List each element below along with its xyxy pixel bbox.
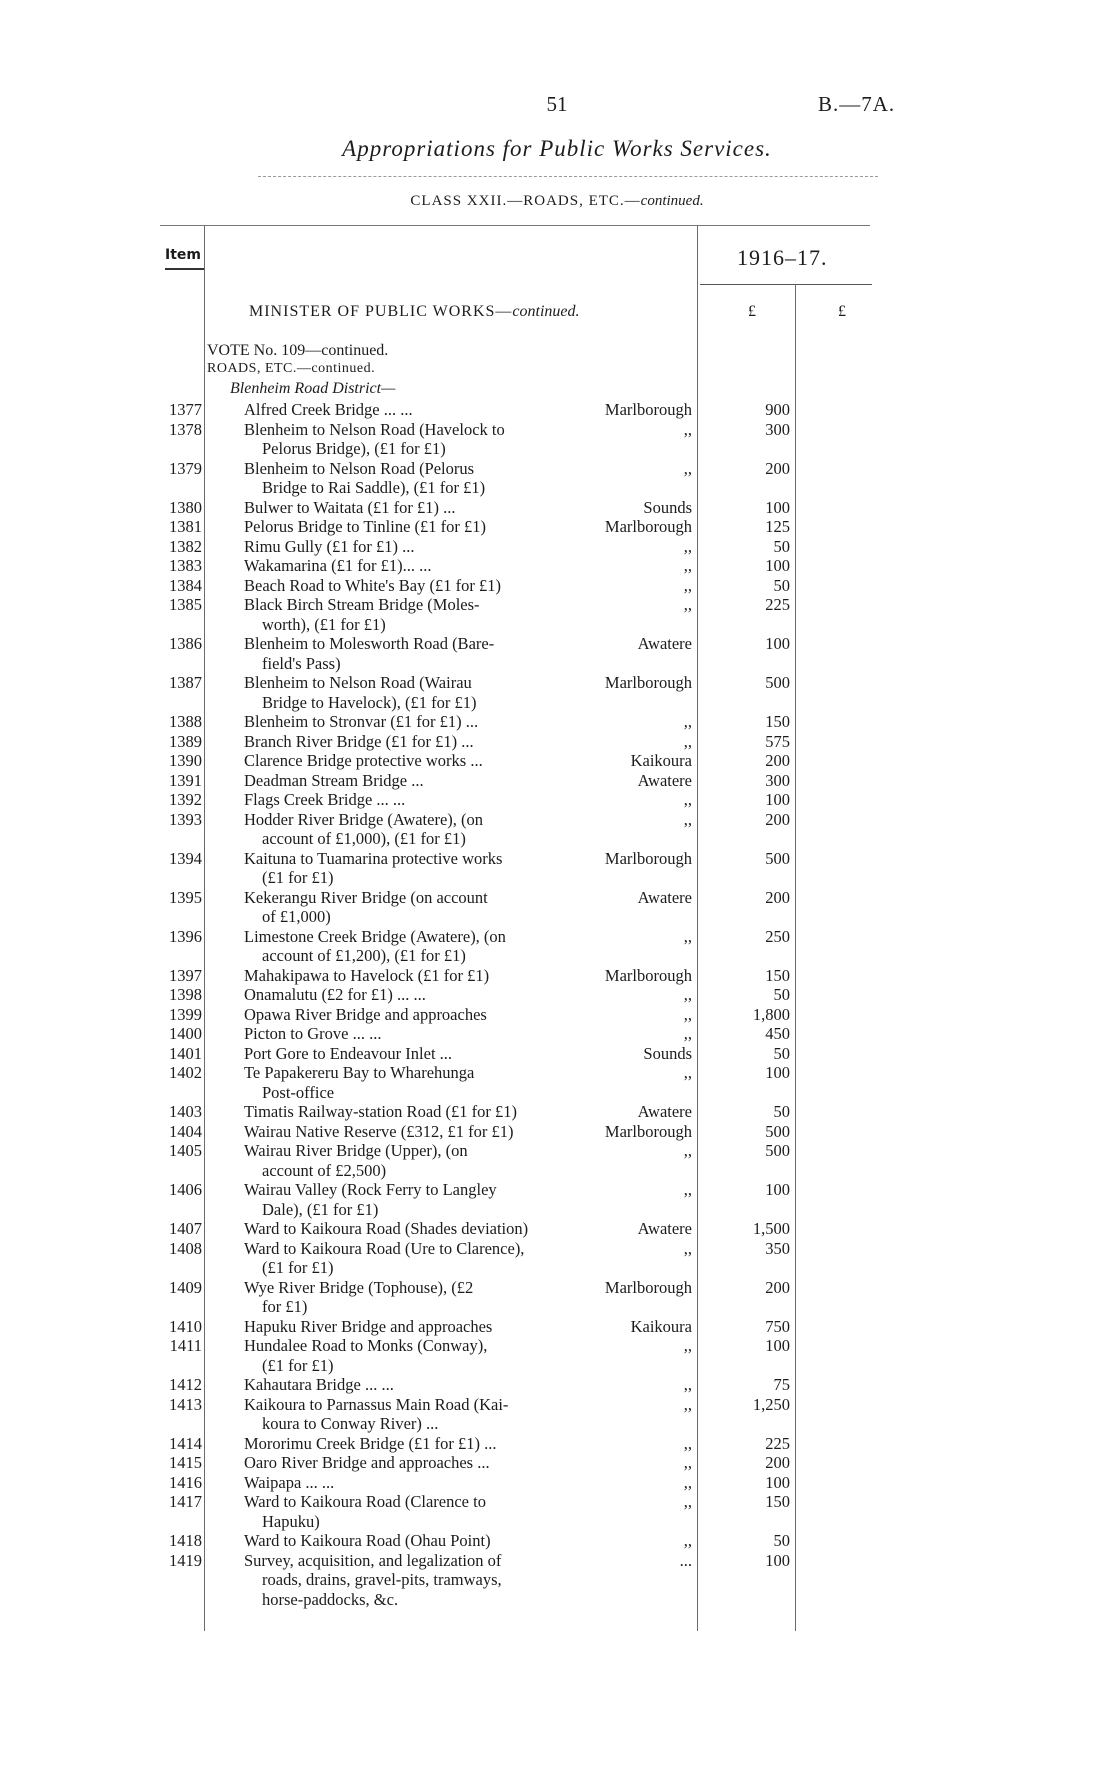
item-description <box>244 1278 572 1317</box>
amount-value: 500 <box>765 1141 790 1160</box>
item-description <box>244 849 572 888</box>
description-line: Ward to Kaikoura Road (Ure to Clarence), <box>244 1238 525 1258</box>
district-name: ,, <box>683 458 692 478</box>
item-number: 1382 <box>169 536 202 556</box>
amount-column-divider <box>795 284 796 1631</box>
item-number: 1395 <box>169 887 202 907</box>
item-number: 1399 <box>169 1004 202 1024</box>
district-name: ,, <box>683 1472 692 1492</box>
district-name: Sounds <box>643 1043 692 1063</box>
description-line: Blenheim to Nelson Road (Wairau <box>244 673 472 692</box>
description-line: Bridge to Havelock), (£1 for £1) <box>262 692 477 712</box>
description-line: Kekerangu River Bridge (on account <box>244 887 488 907</box>
item-description <box>244 673 572 712</box>
roads-heading: ROADS, ETC.—continued. <box>207 361 376 376</box>
item-number: 1390 <box>169 751 202 770</box>
item-number: 1403 <box>169 1102 202 1121</box>
item-number: 1378 <box>169 419 202 439</box>
item-description <box>244 400 572 420</box>
class-heading-continued: continued. <box>640 193 704 209</box>
item-description <box>244 966 572 986</box>
description-line: roads, drains, gravel-pits, tramways, <box>262 1570 502 1589</box>
amount-value: 1,500 <box>752 1219 790 1238</box>
description-line: Bridge to Rai Saddle), (£1 for £1) <box>262 478 486 497</box>
item-number: 1413 <box>169 1394 202 1414</box>
item-description <box>244 1024 572 1044</box>
amount-value: 225 <box>765 595 790 614</box>
amount-value: 1,800 <box>752 1004 790 1024</box>
amount-value: 100 <box>765 634 790 653</box>
district-name: ,, <box>683 1433 692 1453</box>
description-line: Hapuku River Bridge and approaches <box>244 1316 493 1336</box>
description-line: Opawa River Bridge and approaches <box>244 1004 487 1024</box>
item-number: 1394 <box>169 848 202 868</box>
item-description <box>244 1531 572 1551</box>
description-line: Mahakipawa to Havelock (£1 for £1) <box>244 965 490 985</box>
description-line: Alfred Creek Bridge ... ... <box>244 400 413 419</box>
item-number: 1410 <box>169 1316 202 1336</box>
description-line: Waipapa ... ... <box>244 1472 335 1492</box>
district-name: ,, <box>683 1492 692 1511</box>
amount-value: 150 <box>765 1492 790 1511</box>
item-description <box>244 1434 572 1454</box>
description-line: Rimu Gully (£1 for £1) ... <box>244 536 415 556</box>
description-line: Dale), (£1 for £1) <box>262 1199 379 1219</box>
amount-value: 575 <box>765 731 790 751</box>
item-number: 1414 <box>169 1433 202 1453</box>
district-name: Marlborough <box>604 965 692 985</box>
description-line: Wakamarina (£1 for £1)... ... <box>244 556 432 575</box>
amount-value: 300 <box>765 770 790 790</box>
description-line: Timatis Railway-station Road (£1 for £1) <box>244 1102 517 1121</box>
description-line: Hundalee Road to Monks (Conway), <box>244 1336 488 1355</box>
district-name: Awatere <box>637 770 692 790</box>
item-number: 1398 <box>169 985 202 1004</box>
amount-value: 1,250 <box>752 1394 790 1414</box>
item-number: 1383 <box>169 556 202 575</box>
description-line: Flags Creek Bridge ... ... <box>244 790 406 809</box>
item-description <box>244 790 572 810</box>
item-description <box>244 1375 572 1395</box>
item-number: 1419 <box>169 1550 202 1570</box>
description-line: koura to Conway River) ... <box>262 1414 439 1433</box>
item-description <box>244 927 572 966</box>
item-description <box>244 634 572 673</box>
district-name: ,, <box>683 731 692 751</box>
minister-heading <box>249 303 580 321</box>
item-description <box>244 1453 572 1473</box>
district-name: ,, <box>683 1336 692 1355</box>
year-column-header: 1916–17. <box>737 245 828 270</box>
title-divider <box>258 176 878 177</box>
item-description <box>244 1317 572 1337</box>
item-description <box>244 1141 572 1180</box>
amount-value: 200 <box>765 809 790 829</box>
item-description <box>244 1336 572 1375</box>
item-number: 1393 <box>169 809 202 829</box>
district-name: ,, <box>683 1375 692 1394</box>
item-number: 1409 <box>169 1277 202 1297</box>
item-number: 1389 <box>169 731 202 751</box>
amount-value: 200 <box>765 1453 790 1472</box>
description-line: Ward to Kaikoura Road (Clarence to <box>244 1492 486 1511</box>
item-number: 1404 <box>169 1121 202 1141</box>
item-description <box>244 537 572 557</box>
amount-value: 100 <box>765 1336 790 1355</box>
item-number: 1385 <box>169 595 202 614</box>
description-line: (£1 for £1) <box>262 868 334 887</box>
item-description <box>244 459 572 498</box>
item-number: 1391 <box>169 770 202 790</box>
item-number: 1397 <box>169 965 202 985</box>
amount-value: 50 <box>773 575 790 595</box>
item-description <box>244 1239 572 1278</box>
district-name: ,, <box>683 926 692 946</box>
district-name: ,, <box>683 809 692 829</box>
amount-value: 75 <box>773 1375 790 1394</box>
district-name: ,, <box>683 1063 692 1082</box>
item-description <box>244 498 572 518</box>
minister-heading-continued: continued. <box>512 303 580 320</box>
item-number: 1402 <box>169 1063 202 1082</box>
amount-value: 50 <box>773 536 790 556</box>
description-line: (£1 for £1) <box>262 1355 334 1375</box>
item-number: 1408 <box>169 1238 202 1258</box>
amount-value: 450 <box>765 1024 790 1043</box>
description-line: Pelorus Bridge), (£1 for £1) <box>262 439 446 458</box>
district-name: Marlborough <box>604 1277 692 1297</box>
description-line: Blenheim to Molesworth Road (Bare- <box>244 634 495 653</box>
item-column-header: Item <box>165 247 201 263</box>
amount-value: 100 <box>765 1063 790 1082</box>
description-line: Bulwer to Waitata (£1 for £1) ... <box>244 497 456 517</box>
description-line: Black Birch Stream Bridge (Moles- <box>244 595 480 614</box>
amount-value: 350 <box>765 1238 790 1258</box>
description-line: Ward to Kaikoura Road (Shades deviation) <box>244 1219 529 1238</box>
district-name: ,, <box>683 985 692 1004</box>
item-description <box>244 1492 572 1531</box>
district-name: ,, <box>683 419 692 439</box>
amount-value: 300 <box>765 419 790 439</box>
amount-value: 500 <box>765 1121 790 1141</box>
item-description <box>244 888 572 927</box>
district-name: ,, <box>683 1238 692 1258</box>
description-line: Port Gore to Endeavour Inlet ... <box>244 1043 453 1063</box>
district-name: Awatere <box>637 1102 692 1121</box>
district-name: Awatere <box>637 887 692 907</box>
item-number: 1400 <box>169 1024 202 1043</box>
item-number: 1386 <box>169 634 202 653</box>
description-line: Blenheim to Nelson Road (Havelock to <box>244 419 505 439</box>
item-number: 1416 <box>169 1472 202 1492</box>
district-name: ,, <box>683 1531 692 1550</box>
item-number: 1380 <box>169 497 202 517</box>
amount-value: 500 <box>765 848 790 868</box>
description-line: Hapuku) <box>262 1511 320 1531</box>
amount-value: 200 <box>765 887 790 907</box>
amount-value: 150 <box>765 712 790 731</box>
item-description <box>244 576 572 596</box>
amount-value: 50 <box>773 985 790 1004</box>
description-line: worth), (£1 for £1) <box>262 614 386 634</box>
district-name: Marlborough <box>604 673 692 692</box>
description-line: Mororimu Creek Bridge (£1 for £1) ... <box>244 1433 497 1453</box>
item-description <box>244 732 572 752</box>
district-name: ,, <box>683 1180 692 1199</box>
item-number: 1379 <box>169 458 202 478</box>
amount-value: 100 <box>765 556 790 575</box>
amount-value: 50 <box>773 1531 790 1550</box>
item-number: 1406 <box>169 1180 202 1199</box>
page-number: 51 <box>546 92 568 116</box>
district-name: ,, <box>683 1024 692 1043</box>
item-header-rule <box>165 268 205 270</box>
document-reference: B.—7A. <box>818 92 896 116</box>
amount-value: 100 <box>765 1180 790 1199</box>
district-name: Marlborough <box>604 848 692 868</box>
pound-unit-label: £ <box>838 303 846 320</box>
description-line: Te Papakereru Bay to Wharehunga <box>244 1063 475 1082</box>
amount-value: 50 <box>773 1102 790 1121</box>
amount-value: 500 <box>765 673 790 692</box>
district-name: Marlborough <box>604 400 692 419</box>
description-line: of £1,000) <box>262 907 331 926</box>
amount-value: 100 <box>765 1472 790 1492</box>
description-line: account of £1,200), (£1 for £1) <box>262 946 466 965</box>
description-line: Picton to Grove ... ... <box>244 1024 382 1043</box>
district-name: Sounds <box>643 497 692 517</box>
description-line: Kaikoura to Parnassus Main Road (Kai- <box>244 1394 509 1414</box>
item-description <box>244 1180 572 1219</box>
amount-value: 750 <box>765 1316 790 1336</box>
item-number: 1417 <box>169 1492 202 1511</box>
amount-value: 150 <box>765 965 790 985</box>
district-name: ,, <box>683 575 692 595</box>
vote-heading: VOTE No. 109—continued. <box>207 342 389 359</box>
district-name: ,, <box>683 1394 692 1414</box>
item-number: 1392 <box>169 790 202 809</box>
item-description <box>244 985 572 1005</box>
item-number: 1418 <box>169 1531 202 1550</box>
description-line: Wairau Native Reserve (£312, £1 for £1) <box>244 1121 514 1141</box>
description-line: Hodder River Bridge (Awatere), (on <box>244 809 484 829</box>
item-number: 1415 <box>169 1453 202 1472</box>
item-number: 1384 <box>169 575 202 595</box>
description-line: Limestone Creek Bridge (Awatere), (on <box>244 926 506 946</box>
item-description <box>244 1122 572 1142</box>
description-line: horse-paddocks, &c. <box>262 1589 399 1609</box>
description-line: Beach Road to White's Bay (£1 for £1) <box>244 575 501 595</box>
minister-heading-text: MINISTER OF PUBLIC WORKS— <box>249 303 513 320</box>
description-line: Kaituna to Tuamarina protective works <box>244 848 503 868</box>
item-description <box>244 1219 572 1239</box>
item-description <box>244 1005 572 1025</box>
district-name: ,, <box>683 790 692 809</box>
item-column-divider <box>204 226 205 1631</box>
pound-unit-label: £ <box>748 303 756 320</box>
district-name: ... <box>679 1550 692 1570</box>
item-number: 1407 <box>169 1219 202 1238</box>
item-number: 1401 <box>169 1043 202 1063</box>
description-line: (£1 for £1) <box>262 1258 334 1277</box>
item-description <box>244 1063 572 1102</box>
item-description <box>244 556 572 576</box>
page-title: Appropriations for Public Works Services. <box>342 136 772 161</box>
item-description <box>244 595 572 634</box>
amount-value: 100 <box>765 1550 790 1570</box>
item-number: 1396 <box>169 926 202 946</box>
district-name: Marlborough <box>604 517 692 536</box>
district-name: Marlborough <box>604 1121 692 1141</box>
amount-value: 225 <box>765 1433 790 1453</box>
class-heading <box>0 193 1114 210</box>
description-line: Clarence Bridge protective works ... <box>244 751 483 770</box>
amount-value: 250 <box>765 926 790 946</box>
item-description <box>244 810 572 849</box>
item-description <box>244 517 572 537</box>
item-number: 1405 <box>169 1141 202 1160</box>
item-description <box>244 771 572 791</box>
district-name: Awatere <box>637 1219 692 1238</box>
amount-value: 100 <box>765 790 790 809</box>
description-line: Blenheim to Stronvar (£1 for £1) ... <box>244 712 479 731</box>
item-description <box>244 420 572 459</box>
item-number: 1387 <box>169 673 202 692</box>
description-line: Post-office <box>262 1082 335 1102</box>
description-line: Deadman Stream Bridge ... <box>244 770 424 790</box>
class-heading-text: CLASS XXII.—ROADS, ETC.— <box>410 193 641 209</box>
amount-value: 100 <box>765 497 790 517</box>
item-description <box>244 1102 572 1122</box>
item-description <box>244 1551 572 1610</box>
item-description <box>244 751 572 771</box>
district-name: ,, <box>683 1004 692 1024</box>
description-line: Survey, acquisition, and legalization of <box>244 1550 502 1570</box>
description-line: for £1) <box>262 1297 308 1316</box>
item-number: 1388 <box>169 712 202 731</box>
year-header-rule <box>700 284 872 285</box>
table-top-rule <box>160 225 870 226</box>
amount-value: 900 <box>765 400 790 419</box>
district-name: Kaikoura <box>630 751 692 770</box>
description-line: Blenheim to Nelson Road (Pelorus <box>244 458 475 478</box>
amount-value: 200 <box>765 1277 790 1297</box>
amount-value: 200 <box>765 458 790 478</box>
item-description <box>244 1044 572 1064</box>
amount-value: 50 <box>773 1043 790 1063</box>
description-line: account of £2,500) <box>262 1160 387 1180</box>
description-line: Ward to Kaikoura Road (Ohau Point) <box>244 1531 491 1550</box>
description-line: Kahautara Bridge ... ... <box>244 1375 394 1394</box>
description-line: Wye River Bridge (Tophouse), (£2 <box>244 1277 474 1297</box>
district-name: ,, <box>683 556 692 575</box>
description-line: Branch River Bridge (£1 for £1) ... <box>244 731 474 751</box>
item-description <box>244 1395 572 1434</box>
amount-value: 125 <box>765 517 790 536</box>
description-line: Oaro River Bridge and approaches ... <box>244 1453 490 1472</box>
item-description <box>244 712 572 732</box>
district-name: ,, <box>683 1453 692 1472</box>
description-line: Onamalutu (£2 for £1) ... ... <box>244 985 426 1004</box>
item-number: 1381 <box>169 517 202 536</box>
description-line: field's Pass) <box>262 653 341 673</box>
district-name: ,, <box>683 1141 692 1160</box>
description-line: Wairau Valley (Rock Ferry to Langley <box>244 1180 497 1199</box>
district-name: ,, <box>683 536 692 556</box>
description-line: Wairau River Bridge (Upper), (on <box>244 1141 468 1160</box>
district-name: Kaikoura <box>630 1316 692 1336</box>
item-number: 1412 <box>169 1375 202 1394</box>
district-heading: Blenheim Road District— <box>230 380 396 397</box>
district-name: Awatere <box>637 634 692 653</box>
district-name: ,, <box>683 595 692 614</box>
description-line: Pelorus Bridge to Tinline (£1 for £1) <box>244 517 486 536</box>
amount-value: 200 <box>765 751 790 770</box>
item-description <box>244 1473 572 1493</box>
district-name: ,, <box>683 712 692 731</box>
item-number: 1411 <box>169 1336 202 1355</box>
description-line: account of £1,000), (£1 for £1) <box>262 829 466 848</box>
item-number: 1377 <box>169 400 202 419</box>
district-column-divider <box>697 226 698 1631</box>
